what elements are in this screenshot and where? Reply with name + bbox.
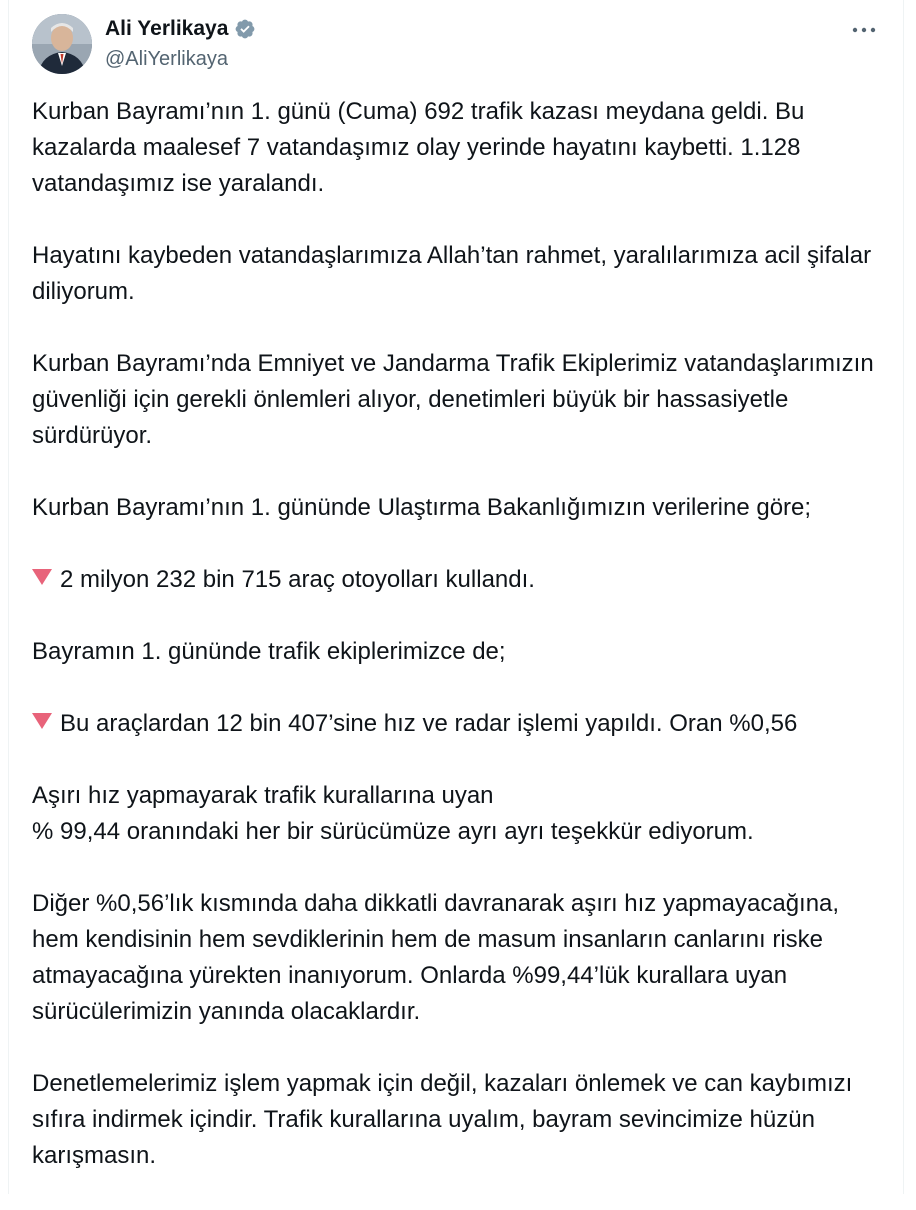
tweet-text (32, 94, 892, 1210)
tweet-paragraph: Kurban Bayramı’nda Emniyet ve Jandarma Trafik Ekiplerimiz vatandaşlarımızın güvenliği için gerekli önlemleri alıyor, denetimleri büyük bir hassasiyetle sürdürüyor. (32, 350, 874, 449)
avatar[interactable] (32, 14, 92, 74)
red-triangle-down-icon (32, 713, 52, 729)
tweet-paragraph: Denetlemelerimiz işlem yapmak için değil, kazaları önlemek ve can kaybımızı sıfıra indirmek içindir. Trafik kurallarına uyalım, bayram sevincimize hüzün karışmasın. (32, 1070, 853, 1169)
tweet-card (8, 0, 904, 1194)
avatar-portrait-icon (32, 14, 92, 74)
tweet-bullet-paragraph (32, 706, 892, 742)
verified-badge-icon[interactable] (234, 18, 256, 40)
tweet-bullet-paragraph (32, 562, 892, 598)
tweet-bullet-text: 2 milyon 232 bin 715 araç otoyolları kullandı. (60, 566, 535, 593)
tweet-paragraph: Bayramın 1. gününde trafik ekiplerimizce de; (32, 638, 506, 665)
tweet-paragraph: Kurban Bayramı’nın 1. günü (Cuma) 692 trafik kazası meydana geldi. Bu kazalarda maalesef 7 vatandaşımız olay yerinde hayatını kaybetti. 1.128 vatandaşımız ise yaralandı. (32, 98, 805, 197)
red-triangle-down-icon (32, 569, 52, 585)
display-name-row (105, 16, 256, 42)
display-name[interactable]: Ali Yerlikaya (105, 17, 229, 40)
more-options-button[interactable] (847, 18, 881, 42)
tweet-paragraph: Aşırı hız yapmayarak trafik kurallarına uyan % 99,44 oranındaki her bir sürücümüze ayrı ayrı teşekkür ediyorum. (32, 782, 754, 845)
tweet-paragraph: Kurban Bayramı’nın 1. gününde Ulaştırma Bakanlığımızın verilerine göre; (32, 494, 812, 521)
tweet-bullet-text: Bu araçlardan 12 bin 407’sine hız ve radar işlemi yapıldı. Oran %0,56 (60, 710, 798, 737)
tweet-paragraph: Hayatını kaybeden vatandaşlarımıza Allah’tan rahmet, yaralılarımıza acil şifalar diliyorum. (32, 242, 872, 305)
author-names (105, 16, 256, 72)
author-handle[interactable]: @AliYerlikaya (105, 48, 228, 70)
tweet-header (9, 0, 903, 90)
tweet-paragraph: Diğer %0,56’lık kısmında daha dikkatli davranarak aşırı hız yapmayacağına, hem kendisinin hem sevdiklerinin hem de masum insanların canlarını riske atmayacağına yürekten inanıyorum. Onlarda %99,44’lük kurallara uyan sürücülerimizin yanında olacaklardır. (32, 890, 840, 1025)
more-horizontal-icon (851, 26, 877, 34)
